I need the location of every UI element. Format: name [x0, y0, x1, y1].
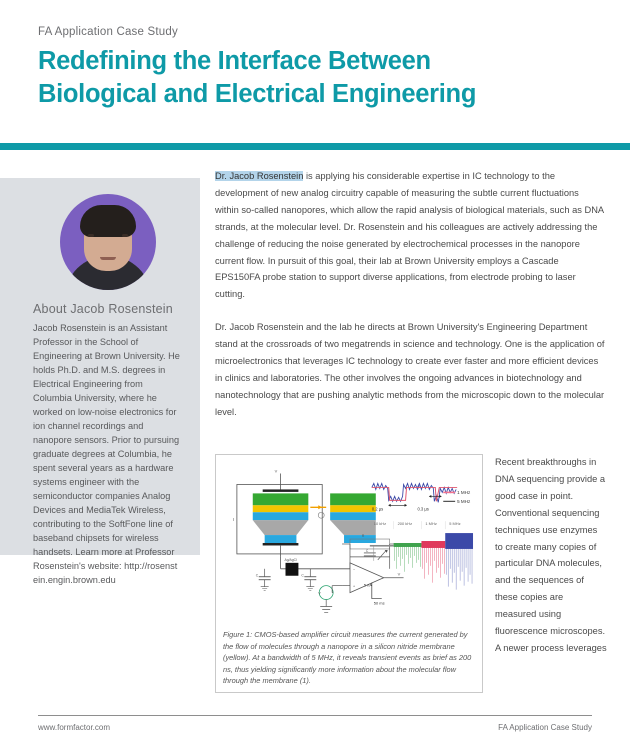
svg-text:−: − — [352, 567, 356, 572]
svg-text:0.2 µs: 0.2 µs — [371, 506, 384, 512]
selected-text[interactable]: Dr. Jacob Rosenstein — [215, 171, 304, 181]
svg-text:R: R — [361, 534, 365, 539]
svg-text:0.3 µs: 0.3 µs — [417, 506, 429, 512]
svg-text:5 nA: 5 nA — [363, 582, 373, 588]
svg-text:C: C — [301, 573, 304, 578]
figure-1-image — [223, 462, 475, 624]
author-website-link[interactable]: http://rosenstein.engin.brown.edu — [33, 560, 178, 585]
svg-text:I: I — [232, 517, 235, 523]
eyebrow-label: FA Application Case Study — [38, 26, 178, 38]
figure-1-caption: Figure 1: CMOS-based amplifier circuit measures the current generated by the flow of molecules through a nanopore in a silicon nitride membrane (yellow). At a bandwidth of 5 MHz, it reveals transient events as brief as 200 ns, thus yielding significantly more information about the molecular flow through the membrane (1). — [223, 630, 472, 686]
figure-and-right-column — [215, 454, 607, 693]
avatar-hair — [80, 205, 136, 237]
footer-website-link[interactable]: www.formfactor.com — [38, 723, 111, 732]
avatar-eye-left — [88, 234, 94, 237]
svg-text:C: C — [365, 548, 369, 553]
svg-text:1 MHz: 1 MHz — [425, 521, 437, 527]
svg-text:5 MHz: 5 MHz — [449, 521, 461, 527]
svg-text:10 kHz: 10 kHz — [373, 521, 387, 527]
author-heading: About Jacob Rosenstein — [33, 302, 173, 316]
svg-text:1 MHz: 1 MHz — [457, 489, 471, 495]
accent-rule — [0, 143, 630, 150]
author-bio-text: Jacob Rosenstein is an Assistant Professor in the School of Engineering at Brown University. He holds Ph.D. and M.S. degrees in Electrical Engineering from Columbia University, where he worked on low-noise electronics for ion channel recordings and nanopore sensors. Prior to pursuing graduate degrees at Columbia, he spent several years as a hardware systems engineer with the semiconductor companies Analog Devices and MediaTek Wireless, contributing to the SoftFone line of baseband chipsets for wireless handsets. Learn more at Professor Rosenstein's website: — [33, 323, 180, 571]
svg-text:50 ms: 50 ms — [373, 600, 385, 606]
paragraph-2: Dr. Jacob Rosenstein and the lab he directs at Brown University's Engineering Department stand at the crossroads of two megatrends in science and technology. One is the application of microelectronics that leverages IC technology to create ever faster and more efficient devices in clinics and laboratories. The other involves the ongoing advances in biotechnology and nanotechnology that are pushing analytic methods from the microscopic down to the molecular level. — [215, 322, 605, 417]
figure-1 — [215, 454, 483, 693]
svg-text:200 kHz: 200 kHz — [397, 521, 413, 527]
author-sidebar — [0, 178, 200, 585]
avatar-eye-right — [122, 234, 128, 237]
paragraph-1 — [215, 168, 605, 303]
paragraph-1-rest: is applying his considerable expertise in IC technology to the development of new analog circuitry capable of measuring the subtle current fluctuations within so-called nanopores, which allow the rapid analysis of biological materials, such as DNA strands, at the molecular level. Dr. Rosenstein and his colleagues are actively addressing the challenge of reducing the noise generated by electrochemical processes in the nanopore current flow. In pursuit of this goal, their lab at Brown University employs a Cascade EPS150FA probe station to support diverse applications, from electrode probing to laser cutting. — [215, 171, 604, 300]
page-title — [38, 45, 592, 110]
svg-text:5 MHz: 5 MHz — [457, 498, 471, 504]
svg-text:+: + — [352, 584, 356, 589]
document-body — [0, 150, 630, 705]
svg-text:C: C — [255, 573, 259, 578]
svg-text:V: V — [274, 468, 278, 474]
avatar-container — [33, 190, 182, 300]
page-title-line-1: Redefining the Interface Between — [38, 47, 431, 75]
document-header — [0, 0, 630, 110]
document-footer — [38, 715, 592, 732]
svg-text:V: V — [397, 571, 401, 577]
author-bio — [33, 322, 182, 588]
svg-text:V: V — [318, 591, 321, 596]
avatar — [60, 194, 156, 290]
right-text-column: Recent breakthroughs in DNA sequencing provide a good case in point. Conventional sequencing techniques use enzymes to create many copies of particular DNA molecules, and the sequences of these copies are measured using fluorescence microscopes. A newer process leverages — [495, 457, 607, 653]
avatar-mouth — [100, 257, 116, 260]
main-text-column — [215, 168, 605, 437]
page-title-line-2: Biological and Electrical Engineering — [38, 79, 477, 108]
footer-doc-type: FA Application Case Study — [498, 723, 592, 732]
svg-text:Ag/AgCl: Ag/AgCl — [284, 557, 297, 562]
